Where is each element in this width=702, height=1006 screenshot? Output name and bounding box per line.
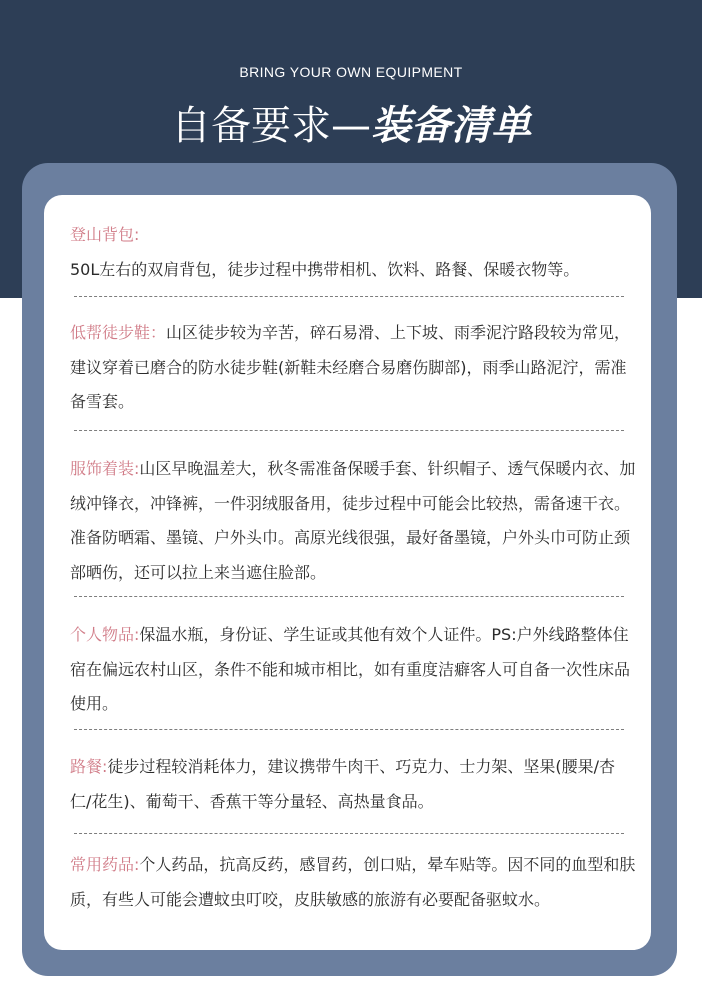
dashed-divider bbox=[74, 729, 624, 730]
section-shoes bbox=[70, 316, 636, 420]
dashed-divider bbox=[74, 430, 624, 431]
section-label: 登山背包: bbox=[70, 225, 140, 244]
title-light-part: 自备要求— bbox=[171, 103, 371, 149]
title-bold-part: 装备清单 bbox=[371, 103, 531, 149]
section-trail-food bbox=[70, 750, 636, 819]
section-label: 低帮徒步鞋： bbox=[70, 323, 167, 342]
section-medicine bbox=[70, 848, 636, 917]
section-clothing bbox=[70, 452, 636, 590]
section-text: 山区徒步较为辛苦，碎石易滑、上下坡、雨季泥泞路段较为常见，建议穿着已磨合的防水徒步鞋(新鞋未经磨合易磨伤脚部)，雨季山路泥泞，需准备雪套。 bbox=[70, 323, 631, 411]
section-label: 个人物品: bbox=[70, 625, 140, 644]
dashed-divider bbox=[74, 296, 624, 297]
section-backpack bbox=[70, 218, 636, 287]
section-text: 保温水瓶，身份证、学生证或其他有效个人证件。PS:户外线路整体住宿在偏远农村山区，条件不能和城市相比，如有重度洁癖客人可自备一次性床品使用。 bbox=[70, 625, 631, 713]
dashed-divider bbox=[74, 596, 624, 597]
page-title bbox=[0, 96, 702, 156]
section-text: 徒步过程较消耗体力，建议携带牛肉干、巧克力、士力架、坚果(腰果/杏仁/花生)、葡萄干、香蕉干等分量轻、高热量食品。 bbox=[70, 757, 616, 811]
section-text: 山区早晚温差大，秋冬需准备保暖手套、针织帽子、透气保暖内衣、加绒冲锋衣，冲锋裤，一件羽绒服备用，徒步过程中可能会比较热，需备速干衣。准备防晒霜、墨镜、户外头巾。高原光线很强，最好备墨镜，户外头巾可防止颈部晒伤，还可以拉上来当遮住脸部。 bbox=[70, 459, 636, 582]
header-subtitle: BRING YOUR OWN EQUIPMENT bbox=[239, 64, 463, 80]
section-label: 服饰着装: bbox=[70, 459, 140, 478]
dashed-divider bbox=[74, 833, 624, 834]
section-text: 50L左右的双肩背包，徒步过程中携带相机、饮料、路餐、保暖衣物等。 bbox=[70, 259, 580, 279]
section-label: 路餐: bbox=[70, 757, 108, 776]
section-label: 常用药品: bbox=[70, 855, 140, 874]
section-personal-items bbox=[70, 618, 636, 722]
section-text: 个人药品，抗高反药，感冒药，创口贴，晕车贴等。因不同的血型和肤质，有些人可能会遭蚊虫叮咬，皮肤敏感的旅游有必要配备驱蚊水。 bbox=[70, 855, 636, 909]
